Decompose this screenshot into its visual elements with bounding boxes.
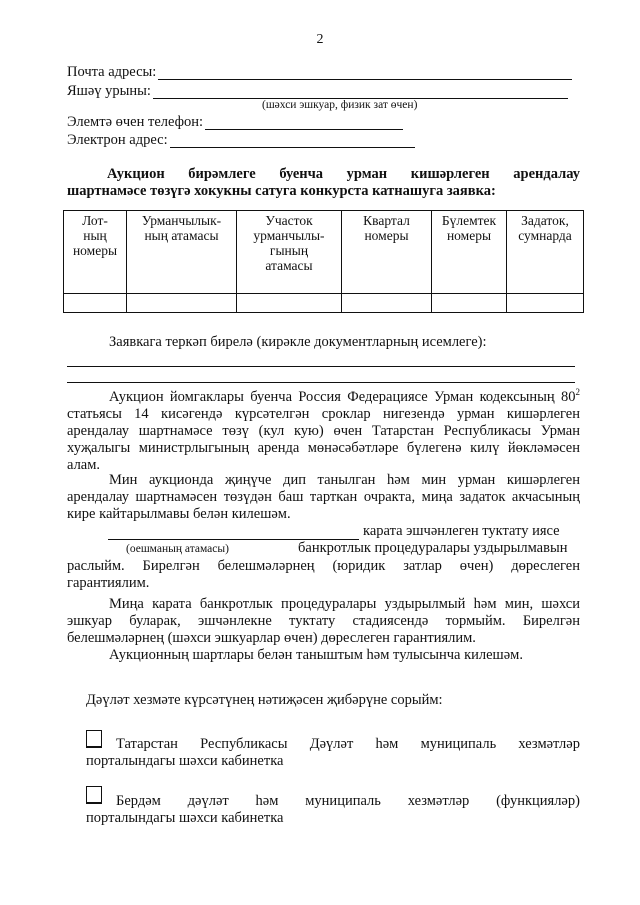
org-name-note: (оешманың атамасы) (126, 543, 229, 555)
paragraph-text: Аукцион йомгаклары буенча Россия Федерациясе Урман кодексының 80 (109, 388, 576, 405)
table-cell[interactable] (64, 294, 127, 313)
option-word: Республикасы (200, 736, 288, 752)
header-forestry-name (127, 211, 237, 294)
title-word: Аукцион (107, 166, 165, 182)
title-word: урман (346, 166, 388, 182)
phone-field[interactable] (205, 115, 403, 130)
email-label: Электрон адрес: (67, 132, 168, 148)
option-word: Бердәм (116, 793, 161, 809)
header-section-name (237, 211, 342, 294)
title-word: буенча (279, 166, 324, 182)
application-title (67, 166, 580, 200)
paragraph-agreement: Аукционның шартлары белән таныштым һәм тулысынча килешәм. (109, 647, 523, 663)
attachment-line-1[interactable] (67, 366, 575, 367)
option-word: хезмәтләр (518, 736, 580, 752)
header-text: Квартал номеры (363, 213, 410, 243)
header-text: Урманчылык- ның атамасы (141, 213, 222, 243)
table-cell[interactable] (237, 294, 342, 313)
option-text: порталындагы шәхси кабинетка (86, 810, 284, 826)
option-text: порталындагы шәхси кабинетка (86, 753, 284, 769)
title-word: бирәмлеге (188, 166, 256, 182)
paragraph-text: статьясы 14 кисәгендә күрсәтелгән сроклар нигезендә урман кишәрлеген арендалау шартнамәсе төзү (кул кую) өчен Татарстан Республикасы Урман хуҗалыгы министрлыгының аренда мөнәсәбәтләре бүлегенә килү йөкләмәсен алам. (67, 405, 580, 473)
result-request: Дәүләт хезмәте күрсәтүнең нәтиҗәсен җибәрүне сорыйм: (86, 692, 443, 708)
header-text: Лот- ның номеры (72, 213, 118, 258)
option-word: һәм (375, 736, 399, 752)
paragraph-lease-obligation (67, 384, 580, 474)
header-text: Участок урманчылы- гының атамасы (253, 213, 325, 273)
option-word: дәүләт (187, 793, 229, 809)
header-lot-number (64, 211, 127, 294)
option-personal-account-tatarstan (86, 736, 580, 770)
email-row (67, 132, 415, 148)
residence-row (67, 83, 568, 99)
header-subsection-number (432, 211, 507, 294)
paragraph-text: банкротлык процедуралары уздырылмавын (298, 540, 568, 556)
attachment-label: Заявкага теркәп бирелә (кирәкле документларның исемлеге): (109, 334, 487, 350)
postal-address-row (67, 64, 572, 80)
paragraph-text: раслыйм. Бирелгән белешмәләрнең (юридик затлар өчен) дөреслеген гарантиялим. (67, 558, 580, 591)
title-word: кишәрлеген (410, 166, 490, 182)
header-text: Бүлемтек номеры (441, 213, 497, 243)
option-word: хезмәтләр (407, 793, 470, 809)
paragraph-bankruptcy-individual: Миңа карата банкротлык процедуралары уздырылмый һәм мин, шәхси эшкуар буларак, эшчәнлекне туктату стадиясендә тормыйм. Бирелгән белешмәләрнең (шәхси эшкуарлар өчен) дөреслеген гарантиялим. (67, 596, 580, 646)
option-word: Дәүләт (309, 736, 354, 752)
table-cell[interactable] (342, 294, 432, 313)
paragraph-deposit: Мин аукционда җиңүче дип танылган һәм мин урман кишәрлеген арендалау шартнамәсен төзүдән баш тарткан очракта, миңа задаток акчасының кире кайтарылмавы белән килешәм. (67, 472, 580, 522)
option-word: муниципаль (420, 736, 497, 752)
paragraph-text: карата эшчәнлеген туктату иясе (363, 523, 560, 539)
residence-note: (шәхси эшкуар, физик зат өчен) (262, 99, 418, 111)
option-word: һәм (255, 793, 279, 809)
phone-row (67, 114, 403, 130)
header-text: Задаток, сумнарда (518, 213, 572, 243)
option-word: муниципаль (305, 793, 381, 809)
option-word: Татарстан (116, 736, 178, 752)
org-name-field[interactable] (108, 525, 359, 540)
table-cell[interactable] (507, 294, 584, 313)
title-word: арендалау (513, 166, 580, 182)
lots-table (63, 210, 584, 313)
title-line-2: шартнамәсе төзүгә хокукны сатуга конкурста катнашуга заявка: (67, 183, 496, 199)
table-header-row (64, 211, 584, 294)
header-deposit (507, 211, 584, 294)
paragraph-bankruptcy-org (67, 523, 580, 592)
postal-address-field[interactable] (158, 65, 572, 80)
table-cell[interactable] (127, 294, 237, 313)
residence-label: Яшәү урыны: (67, 83, 151, 99)
residence-field[interactable] (153, 84, 568, 99)
option-unified-portal (86, 793, 580, 827)
table-row (64, 294, 584, 313)
page-number: 2 (316, 32, 324, 47)
postal-address-label: Почта адресы: (67, 64, 157, 80)
table-cell[interactable] (432, 294, 507, 313)
option-word: (функцияләр) (496, 793, 580, 809)
phone-label: Элемтә өчен телефон: (67, 114, 204, 130)
superscript: 2 (575, 387, 580, 397)
email-field[interactable] (170, 133, 415, 148)
header-quarter-number (342, 211, 432, 294)
attachment-line-2[interactable] (67, 382, 575, 383)
